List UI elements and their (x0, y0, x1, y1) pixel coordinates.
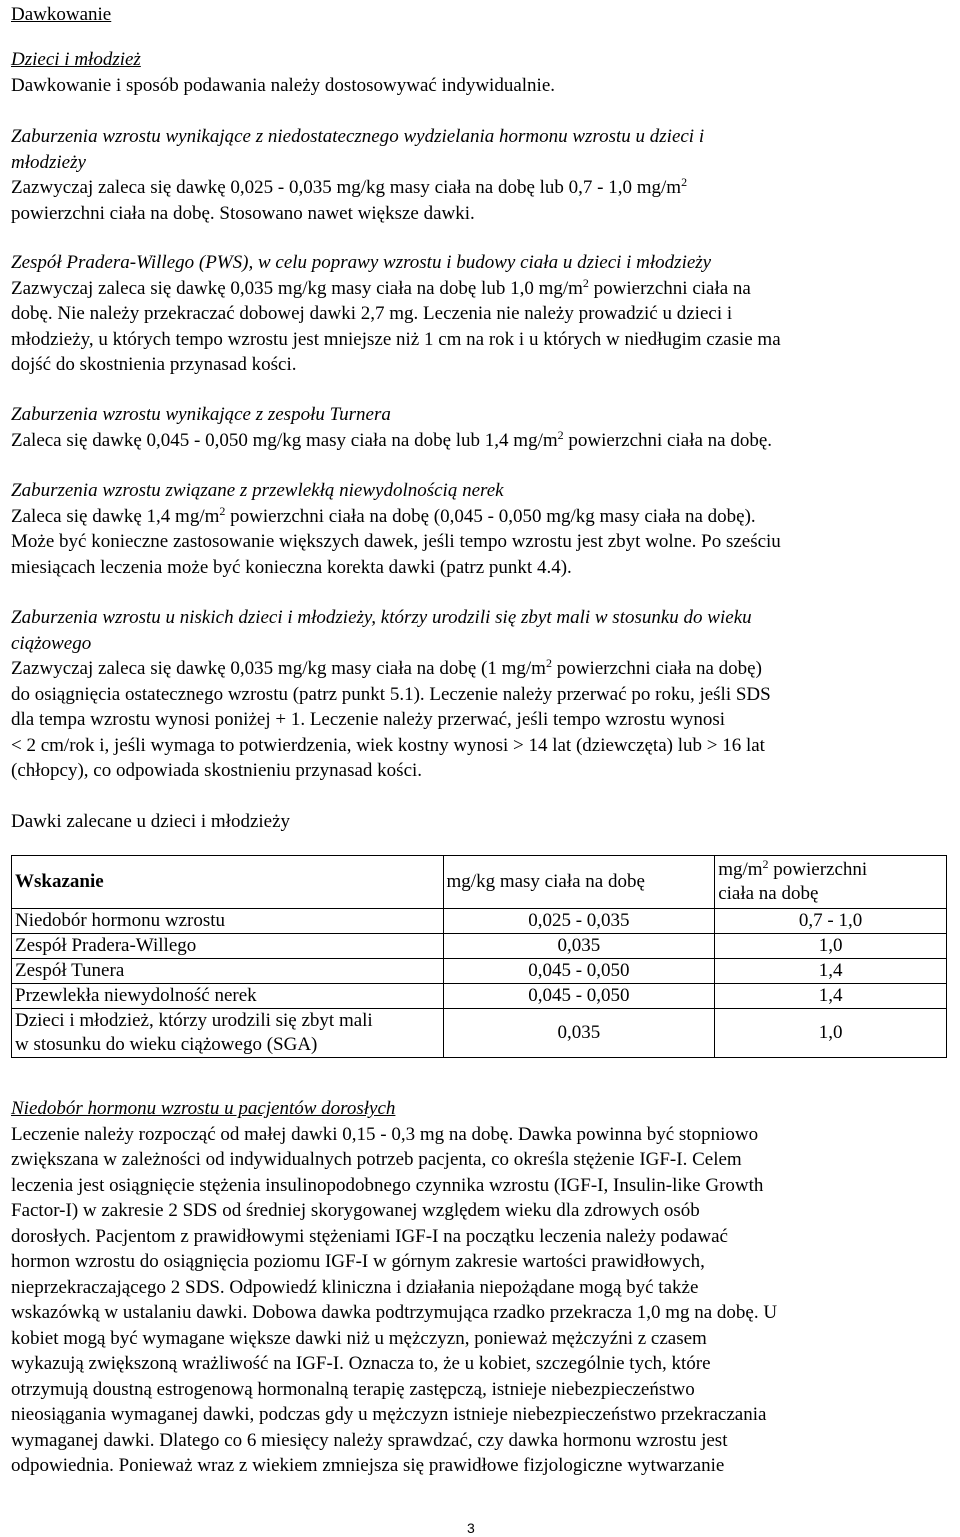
section-sga (11, 605, 941, 784)
section-heading: Niedobór hormonu wzrostu u pacjentów dorosłych (11, 1098, 396, 1119)
paragraph-line: zwiększana w zależności od indywidualnych potrzeb pacjenta, co określa stężenie IGF-I. Celem (11, 1149, 742, 1170)
section-heading: Zaburzenia wzrostu związane z przewlekłą niewydolnością nerek (11, 480, 504, 501)
cell-mgm2: 1,0 (715, 1009, 947, 1058)
paragraph-line: nieprzekraczającego 2 SDS. Odpowiedź kliniczna i działania niepożądane mogą być także (11, 1276, 699, 1298)
paragraph: dla tempa wzrostu wynosi poniżej + 1. Leczenie należy przerwać, jeśli tempo wzrostu wynosi (11, 709, 726, 730)
paragraph-line: kobiet mogą być wymagane większe dawki niż u mężczyzn, ponieważ mężczyźni z czasem (11, 1327, 707, 1349)
cell-mgkg: 0,045 - 0,050 (443, 959, 715, 984)
paragraph: miesiącach leczenia może być konieczna korekta dawki (patrz punkt 4.4). (11, 556, 572, 578)
table-row (12, 959, 947, 984)
table-caption-block (11, 809, 941, 835)
paragraph: dojść do skostnienia przynasad kości. (11, 354, 297, 375)
cell-indication: Zespół Pradera-Willego (12, 934, 444, 959)
section-adults (11, 1096, 941, 1479)
table-row (12, 1009, 947, 1058)
cell-indication: Zespół Tunera (12, 959, 444, 984)
table-row (12, 909, 947, 934)
table-row (12, 984, 947, 1009)
header-indication: Wskazanie (12, 856, 444, 909)
paragraph-line: wykazują zwiększoną wrażliwość na IGF-I. Oznacza to, że u kobiet, szczególnie tych, które (11, 1353, 711, 1374)
paragraph: powierzchni ciała na dobę. Stosowano nawet większe dawki. (11, 202, 475, 224)
section-kidney (11, 478, 941, 580)
section-heading: Zespół Pradera-Willego (PWS), w celu poprawy wzrostu i budowy ciała u dzieci i młodzieży (11, 252, 712, 273)
cell-mgkg: 0,025 - 0,035 (443, 909, 715, 934)
section-heading-cont: ciążowego (11, 632, 92, 654)
paragraph-line: nieosiągania wymaganej dawki, podczas gdy u mężczyzn istnieje niebezpieczeństwo przekraczania (11, 1404, 767, 1425)
section-heading-cont: młodzieży (11, 151, 86, 173)
paragraph: Dawkowanie i sposób podawania należy dostosowywać indywidualnie. (11, 74, 556, 96)
paragraph: Zaleca się dawkę 1,4 $mg/m^2$ powierzchni ciała na dobę (0,045 - 0,050 mg/kg masy ciała na dobę). (11, 503, 756, 527)
paragraph-line: wskazówką w ustalaniu dawki. Dobowa dawka podtrzymująca rzadko przekracza 1,0 mg na dobę. U (11, 1302, 778, 1323)
page-number: 3 (467, 1520, 475, 1536)
section-gh-deficiency (11, 124, 941, 226)
section-heading: Zaburzenia wzrostu u niskich dzieci i młodzieży, którzy urodzili się zbyt mali w stosunku do wieku (11, 607, 752, 628)
section-pws (11, 250, 941, 378)
page-title: Dawkowanie (11, 4, 112, 25)
header-mgkg: mg/kg masy ciała na dobę (443, 856, 715, 909)
cell-mgm2: 0,7 - 1,0 (715, 909, 947, 934)
cell-indication: Przewlekła niewydolność nerek (12, 984, 444, 1009)
paragraph-line: Factor-I) w zakresie 2 SDS od średniej skorygowanej względem wieku dla zdrowych osób (11, 1200, 700, 1221)
cell-indication: Niedobór hormonu wzrostu (12, 909, 444, 934)
table-row (12, 934, 947, 959)
paragraph: (chłopcy), co odpowiada skostnieniu przynasad kości. (11, 760, 423, 781)
paragraph: młodzieży, u których tempo wzrostu jest mniejsze niż 1 cm na rok i u których w niedługim czasie ma (11, 328, 781, 350)
paragraph: Może być konieczne zastosowanie większych dawek, jeśli tempo wzrostu jest zbyt wolne. Po sześciu (11, 531, 781, 552)
paragraph: Zaleca się dawkę 0,045 - 0,050 mg/kg masy ciała na dobę lub 1,4 $mg/m^2$ powierzchni ciała na dobę. (11, 427, 773, 451)
paragraph: Zazwyczaj zaleca się dawkę 0,035 mg/kg masy ciała na dobę (1 $mg/m^2$ powierzchni ciała na dobę) (11, 656, 762, 679)
cell-mgkg: 0,045 - 0,050 (443, 984, 715, 1009)
paragraph-line: odpowiednia. Ponieważ wraz z wiekiem zmniejsza się prawidłowe fizjologiczne wytwarzanie (11, 1455, 725, 1476)
cell-mgkg: 0,035 (443, 1009, 715, 1058)
paragraph: dobę. Nie należy przekraczać dobowej dawki 2,7 mg. Leczenia nie należy prowadzić u dzieci i (11, 303, 733, 324)
paragraph-line: otrzymują doustną estrogenową hormonalną terapię zastępczą, istnieje niebezpieczeństwo (11, 1378, 695, 1400)
header-mgm2: $mg/m^2$ powierzchni ciała na dobę (715, 856, 947, 909)
cell-mgm2: 1,4 (715, 959, 947, 984)
cell-mgm2: 1,0 (715, 934, 947, 959)
cell-mgm2: 1,4 (715, 984, 947, 1009)
section-dosage (11, 2, 941, 28)
paragraph-line: hormon wzrostu do osiągnięcia poziomu IGF-I w górnym zakresie wartości prawidłowych, (11, 1251, 705, 1272)
cell-mgkg: 0,035 (443, 934, 715, 959)
cell-indication: Dzieci i młodzież, którzy urodzili się zbyt mali w stosunku do wieku ciążowego (SGA) (12, 1009, 444, 1058)
dosage-table (11, 855, 947, 1058)
paragraph: do osiągnięcia ostatecznego wzrostu (patrz punkt 5.1). Leczenie należy przerwać po roku, jeśli SDS (11, 683, 771, 705)
paragraph: Zazwyczaj zaleca się dawkę 0,025 - 0,035 mg/kg masy ciała na dobę lub 0,7 - 1,0 $mg/m^2$ (11, 175, 688, 198)
section-children (11, 47, 941, 98)
paragraph-line: dorosłych. Pacjentom z prawidłowymi stężeniami IGF-I na początku leczenia należy podawać (11, 1225, 728, 1247)
table-header-row (12, 856, 947, 909)
paragraph-line: leczenia jest osiągnięcie stężenia insulinopodobnego czynnika wzrostu (IGF-I, Insulin-like Growth (11, 1174, 764, 1196)
section-heading: Dzieci i młodzież (11, 49, 141, 70)
paragraph-line: Leczenie należy rozpocząć od małej dawki 0,15 - 0,3 mg na dobę. Dawka powinna być stopniowo (11, 1123, 759, 1145)
section-heading: Zaburzenia wzrostu wynikające z niedostatecznego wydzielania hormonu wzrostu u dzieci i (11, 126, 705, 147)
section-heading: Zaburzenia wzrostu wynikające z zespołu Turnera (11, 404, 391, 425)
table-caption: Dawki zalecane u dzieci i młodzieży (11, 811, 291, 832)
paragraph-line: wymaganej dawki. Dlatego co 6 miesięcy należy sprawdzać, czy dawka hormonu wzrostu jest (11, 1429, 728, 1451)
paragraph: < 2 cm/rok i, jeśli wymaga to potwierdzenia, wiek kostny wynosi > 14 lat (dziewczęta) lub > 16 lat (11, 734, 765, 756)
section-turner (11, 402, 941, 453)
paragraph: Zazwyczaj zaleca się dawkę 0,035 mg/kg masy ciała na dobę lub 1,0 $mg/m^2$ powierzchni ciała na (11, 275, 751, 299)
